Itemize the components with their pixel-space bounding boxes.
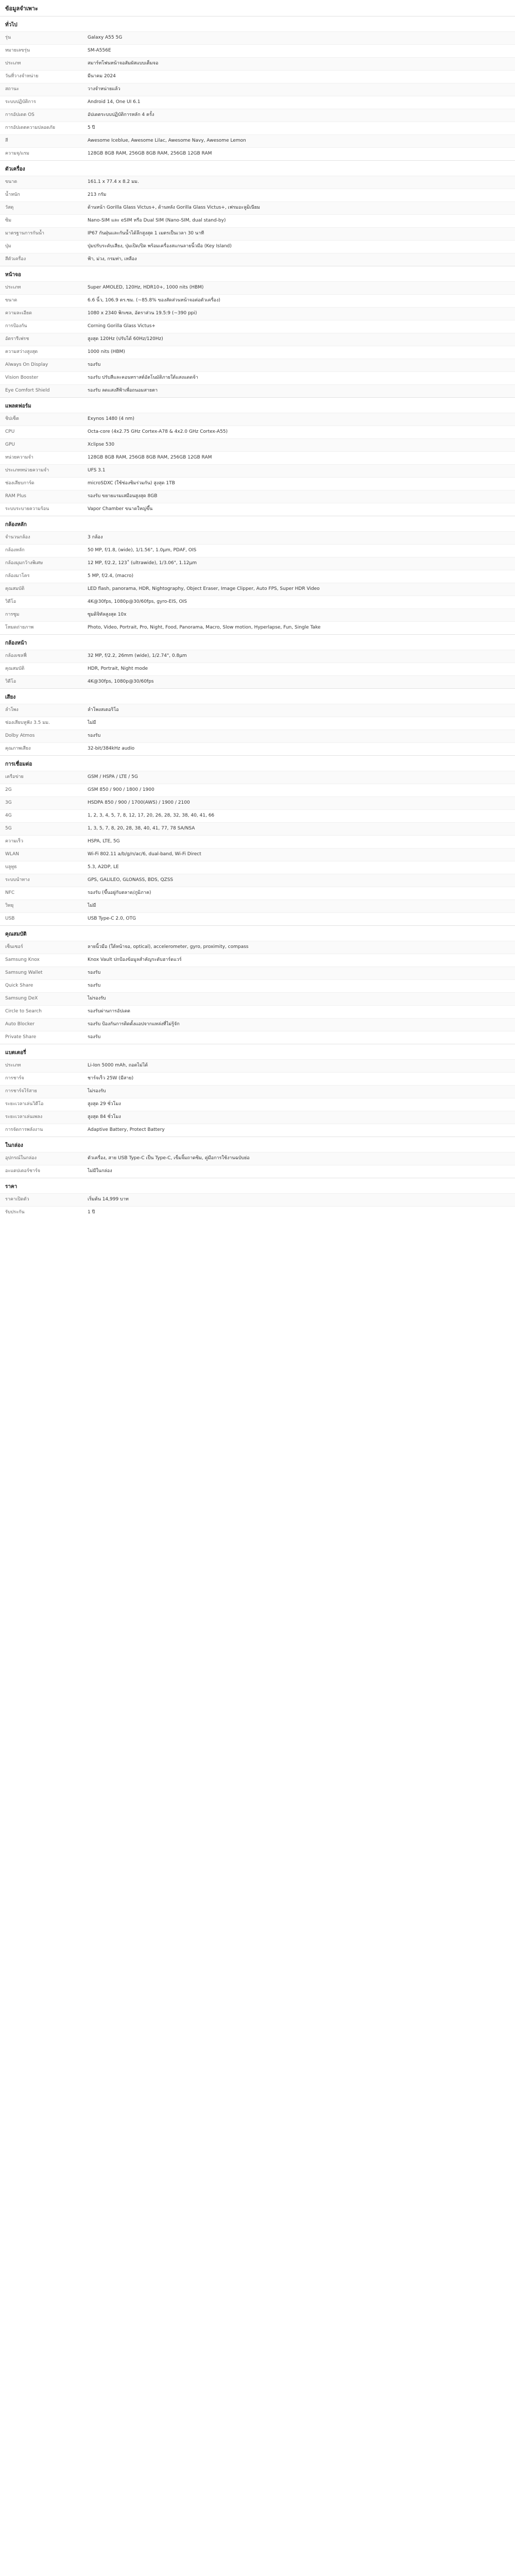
- spec-value: รองรับ: [88, 983, 101, 988]
- spec-row: [0, 992, 515, 1005]
- spec-row: [0, 596, 515, 608]
- spec-label: ประเภทหน่วยความจำ: [5, 468, 49, 473]
- spec-label: WLAN: [5, 852, 20, 857]
- spec-row: [0, 675, 515, 688]
- spec-value: 213 กรัม: [88, 192, 107, 197]
- spec-label: GPU: [5, 442, 15, 447]
- spec-row: [0, 451, 515, 464]
- spec-label: ลำโพง: [5, 707, 19, 713]
- spec-value: รองรับ (ขึ้นอยู่กับตลาด/ภูมิภาค): [88, 890, 151, 895]
- spec-label: 3G: [5, 800, 12, 805]
- spec-value: 4K@30fps, 1080p@30/60fps: [88, 679, 154, 684]
- page-bottom-spacer: [0, 1219, 515, 1229]
- spec-value: ปุ่มปรับระดับเสียง, ปุ่มเปิด/ปิด พร้อมเครื่องสแกนลายนิ้วมือ (Key Island): [88, 244, 232, 249]
- spec-section: [0, 160, 515, 266]
- spec-row: [0, 608, 515, 621]
- section-title: หน้าจอ: [0, 266, 515, 281]
- spec-value: Octa-core (4x2.75 GHz Cortex-A78 & 4x2.0 GHz Cortex-A55): [88, 429, 228, 434]
- spec-row: [0, 822, 515, 835]
- spec-value: ไม่มี: [88, 720, 96, 725]
- spec-row: [0, 503, 515, 516]
- spec-section: [0, 266, 515, 397]
- spec-label: ความสว่างสูงสุด: [5, 349, 38, 354]
- spec-label: ขนาด: [5, 179, 18, 184]
- spec-label: โหมดถ่ายภาพ: [5, 625, 34, 630]
- spec-value: 50 MP, f/1.8, (wide), 1/1.56", 1.0µm, PDAF, OIS: [88, 548, 197, 553]
- section-title: ในกล่อง: [0, 1137, 515, 1152]
- page-title: ข้อมูลจำเพาะ: [5, 5, 38, 12]
- spec-value: รองรับ ลดแสงสีฟ้าเพื่อถนอมสายตา: [88, 388, 158, 393]
- spec-section: [0, 925, 515, 1044]
- spec-row: [0, 848, 515, 861]
- spec-value: อัปเดตระบบปฏิบัติการหลัก 4 ครั้ง: [88, 112, 154, 117]
- spec-value: 5 MP, f/2.4, (macro): [88, 573, 133, 579]
- spec-label: Eye Comfort Shield: [5, 388, 50, 393]
- spec-value: 128GB 8GB RAM, 256GB 8GB RAM, 256GB 12GB RAM: [88, 151, 212, 156]
- spec-row: [0, 1059, 515, 1072]
- spec-value: HSPA, LTE, 5G: [88, 839, 120, 844]
- spec-value: Vapor Chamber ขนาดใหญ่ขึ้น: [88, 506, 153, 512]
- spec-value: ชาร์จเร็ว 25W (มีสาย): [88, 1076, 134, 1081]
- spec-value: 1, 3, 5, 7, 8, 20, 28, 38, 40, 41, 77, 78 SA/NSA: [88, 826, 195, 831]
- spec-value: วางจำหน่ายแล้ว: [88, 87, 121, 92]
- spec-label: การอัปเดตความปลอดภัย: [5, 125, 55, 130]
- section-title: ราคา: [0, 1178, 515, 1193]
- spec-row: [0, 333, 515, 346]
- spec-row: [0, 941, 515, 954]
- spec-value: ไม่รองรับ: [88, 1089, 106, 1094]
- spec-label: มาตรฐานการกันน้ำ: [5, 231, 44, 236]
- spec-label: การจัดการพลังงาน: [5, 1127, 43, 1132]
- spec-label: กล้องเซลฟี่: [5, 653, 27, 658]
- spec-label: กล้องมุมกว้างพิเศษ: [5, 561, 43, 566]
- section-title: กล้องหลัก: [0, 516, 515, 531]
- spec-value: มีนาคม 2024: [88, 74, 116, 79]
- spec-label: กล้องมาโคร: [5, 573, 30, 579]
- spec-row: [0, 1085, 515, 1098]
- spec-row: [0, 704, 515, 717]
- spec-label: รุ่น: [5, 35, 11, 40]
- spec-row: [0, 621, 515, 634]
- spec-label: ประเภท: [5, 1063, 21, 1068]
- spec-value: GSM / HSPA / LTE / 5G: [88, 774, 138, 779]
- spec-label: Dolby Atmos: [5, 733, 35, 738]
- spec-row: [0, 861, 515, 874]
- spec-label: การซูม: [5, 612, 20, 617]
- spec-value: 4K@30fps, 1080p@30/60fps, gyro-EIS, OIS: [88, 599, 187, 604]
- section-title: กล้องหน้า: [0, 634, 515, 650]
- spec-value: microSDXC (ใช้ช่องซิมร่วมกัน) สูงสุด 1TB: [88, 481, 175, 486]
- spec-value: Galaxy A55 5G: [88, 35, 123, 40]
- spec-value: ลำโพงสเตอริโอ: [88, 707, 119, 713]
- spec-value: ไม่มี: [88, 903, 96, 908]
- spec-row: [0, 1072, 515, 1085]
- spec-row: [0, 70, 515, 83]
- spec-row: [0, 583, 515, 596]
- spec-row: [0, 384, 515, 397]
- spec-row: [0, 307, 515, 320]
- spec-label: ความละเอียด: [5, 311, 32, 316]
- spec-section: [0, 755, 515, 925]
- spec-row: [0, 979, 515, 992]
- spec-value: 12 MP, f/2.2, 123˚ (ultrawide), 1/3.06", 1.12µm: [88, 561, 197, 566]
- spec-label: ความเร็ว: [5, 839, 24, 844]
- spec-row: [0, 96, 515, 109]
- spec-row: [0, 227, 515, 240]
- spec-section: [0, 397, 515, 516]
- spec-value: Wi-Fi 802.11 a/b/g/n/ac/6, dual-band, Wi-Fi Direct: [88, 852, 201, 857]
- spec-row: [0, 1005, 515, 1018]
- spec-section: [0, 1178, 515, 1219]
- spec-row: [0, 346, 515, 359]
- section-title: แบตเตอรี่: [0, 1044, 515, 1059]
- spec-section: [0, 688, 515, 755]
- spec-row: [0, 1098, 515, 1111]
- spec-label: ระบบปฏิบัติการ: [5, 99, 36, 105]
- spec-value: IP67 กันฝุ่นและกันน้ำได้ลึกสูงสุด 1 เมตรเป็นเวลา 30 นาที: [88, 231, 204, 236]
- spec-row: [0, 122, 515, 134]
- spec-value: 1080 x 2340 พิกเซล, อัตราส่วน 19.5:9 (~390 ppi): [88, 311, 197, 316]
- spec-row: [0, 490, 515, 503]
- spec-value: รองรับ: [88, 970, 101, 975]
- spec-row: [0, 887, 515, 900]
- spec-row: [0, 253, 515, 266]
- spec-value: 128GB 8GB RAM, 256GB 8GB RAM, 256GB 12GB RAM: [88, 455, 212, 460]
- spec-label: ประเภท: [5, 61, 21, 66]
- spec-row: [0, 796, 515, 809]
- spec-value: รองรับ ปรับสีและคอนทราสต์อัตโนมัติภายใต้แสงแดดจ้า: [88, 375, 198, 380]
- spec-section: [0, 1137, 515, 1178]
- spec-label: Quick Share: [5, 983, 33, 988]
- spec-section: [0, 634, 515, 688]
- spec-label: USB: [5, 916, 15, 921]
- spec-value: 32 MP, f/2.2, 26mm (wide), 1/2.74", 0.8µm: [88, 653, 187, 658]
- spec-row: [0, 544, 515, 557]
- spec-label: เครือข่าย: [5, 774, 24, 779]
- spec-row: [0, 477, 515, 490]
- spec-label: วันที่วางจำหน่าย: [5, 74, 39, 79]
- spec-value: 6.6 นิ้ว, 106.9 ตร.ซม. (~85.8% ของสัดส่วนหน้าจอต่อตัวเครื่อง): [88, 298, 220, 303]
- spec-label: อุปกรณ์ในกล่อง: [5, 1156, 37, 1161]
- spec-row: [0, 147, 515, 160]
- spec-value: ไม่รองรับ: [88, 996, 106, 1001]
- spec-row: [0, 1152, 515, 1165]
- section-title: เสียง: [0, 688, 515, 704]
- spec-value: ซูมดิจิทัลสูงสุด 10x: [88, 612, 127, 617]
- spec-label: 2G: [5, 787, 12, 792]
- spec-label: Samsung Knox: [5, 957, 40, 962]
- spec-value: 5 ปี: [88, 125, 95, 130]
- spec-sections: [0, 16, 515, 1219]
- spec-label: Samsung Wallet: [5, 970, 43, 975]
- spec-label: ช่องเสียบการ์ด: [5, 481, 35, 486]
- spec-value: 32-bit/384kHz audio: [88, 746, 135, 751]
- spec-label: วัสดุ: [5, 205, 14, 210]
- spec-label: 5G: [5, 826, 12, 831]
- spec-label: ปุ่ม: [5, 244, 11, 249]
- spec-label: RAM Plus: [5, 494, 26, 499]
- spec-label: ระบบระบายความร้อน: [5, 506, 49, 512]
- spec-label: เซ็นเซอร์: [5, 944, 23, 950]
- spec-value: GSM 850 / 900 / 1800 / 1900: [88, 787, 154, 792]
- spec-row: [0, 438, 515, 451]
- spec-value: รองรับ: [88, 1035, 101, 1040]
- spec-row: [0, 663, 515, 675]
- spec-value: ลายนิ้วมือ (ใต้หน้าจอ, optical), accelerometer, gyro, proximity, compass: [88, 944, 249, 950]
- spec-label: ประเภท: [5, 285, 21, 290]
- spec-label: การป้องกัน: [5, 324, 27, 329]
- spec-row: [0, 176, 515, 189]
- spec-row: [0, 967, 515, 979]
- spec-value: HSDPA 850 / 900 / 1700(AWS) / 1900 / 2100: [88, 800, 190, 805]
- spec-label: NFC: [5, 890, 15, 895]
- spec-label: ระยะเวลาเล่นเพลง: [5, 1114, 43, 1120]
- spec-label: ซิม: [5, 218, 12, 223]
- spec-value: Knox Vault ปกป้องข้อมูลสำคัญระดับฮาร์ดแวร์: [88, 957, 182, 962]
- spec-label: Samsung DeX: [5, 996, 38, 1001]
- spec-value: ไม่มีในกล่อง: [88, 1168, 112, 1174]
- spec-value: 161.1 x 77.4 x 8.2 มม.: [88, 179, 139, 184]
- spec-label: การชาร์จไร้สาย: [5, 1089, 37, 1094]
- section-title: ตัวเครื่อง: [0, 160, 515, 176]
- spec-row: [0, 730, 515, 742]
- spec-value: ด้านหน้า Gorilla Glass Victus+, ด้านหลัง Gorilla Glass Victus+, เฟรมอะลูมิเนียม: [88, 205, 260, 210]
- section-title: คุณสมบัติ: [0, 925, 515, 941]
- spec-label: วิดีโอ: [5, 599, 16, 604]
- spec-row: [0, 134, 515, 147]
- spec-row: [0, 650, 515, 663]
- spec-value: Photo, Video, Portrait, Pro, Night, Food, Panorama, Macro, Slow motion, Hyperlapse, Fun, Single Take: [88, 625, 321, 630]
- section-title: ทั่วไป: [0, 16, 515, 31]
- spec-row: [0, 426, 515, 438]
- spec-label: วิดีโอ: [5, 679, 16, 684]
- spec-label: ระบบนำทาง: [5, 877, 30, 883]
- spec-value: GPS, GALILEO, GLONASS, BDS, QZSS: [88, 877, 174, 883]
- spec-label: หมายเลขรุ่น: [5, 48, 30, 53]
- spec-value: SM-A556E: [88, 48, 111, 53]
- spec-row: [0, 1018, 515, 1031]
- spec-value: สูงสุด 29 ชั่วโมง: [88, 1101, 121, 1107]
- spec-row: [0, 281, 515, 294]
- spec-label: คุณสมบัติ: [5, 586, 25, 591]
- spec-row: [0, 294, 515, 307]
- spec-row: [0, 570, 515, 583]
- spec-label: สถานะ: [5, 87, 19, 92]
- spec-value: Li-Ion 5000 mAh, ถอดไม่ได้: [88, 1063, 148, 1068]
- spec-label: ราคาเปิดตัว: [5, 1197, 29, 1202]
- spec-value: รองรับ: [88, 733, 101, 738]
- spec-label: อะแดปเตอร์ชาร์จ: [5, 1168, 41, 1174]
- spec-label: ชิปเซ็ต: [5, 416, 19, 421]
- spec-label: สีตัวเครื่อง: [5, 257, 26, 262]
- spec-value: รองรับ ขยายแรมเสมือนสูงสุด 8GB: [88, 494, 158, 499]
- spec-row: [0, 214, 515, 227]
- spec-label: การชาร์จ: [5, 1076, 24, 1081]
- spec-label: Vision Booster: [5, 375, 39, 380]
- spec-section: [0, 1044, 515, 1137]
- spec-row: [0, 1111, 515, 1124]
- spec-row: [0, 742, 515, 755]
- spec-label: ความจุ/แรม: [5, 151, 29, 156]
- spec-value: HDR, Portrait, Night mode: [88, 666, 148, 671]
- spec-row: [0, 413, 515, 426]
- spec-value: Awesome Iceblue, Awesome Lilac, Awesome Navy, Awesome Lemon: [88, 138, 246, 143]
- spec-row: [0, 771, 515, 784]
- spec-label: Auto Blocker: [5, 1022, 35, 1027]
- spec-value: สูงสุด 84 ชั่วโมง: [88, 1114, 121, 1120]
- spec-row: [0, 359, 515, 371]
- spec-label: รับประกัน: [5, 1210, 25, 1215]
- spec-value: Xclipse 530: [88, 442, 115, 447]
- spec-value: สมาร์ทโฟนหน้าจอสัมผัสแบบเต็มจอ: [88, 61, 159, 66]
- spec-value: 5.3, A2DP, LE: [88, 865, 119, 870]
- spec-value: รองรับผ่านการอัปเดต: [88, 1009, 130, 1014]
- spec-label: จำนวนกล้อง: [5, 535, 30, 540]
- section-title: แพลตฟอร์ม: [0, 397, 515, 413]
- spec-row: [0, 557, 515, 570]
- spec-value: Exynos 1480 (4 nm): [88, 416, 134, 421]
- spec-label: อัตรารีเฟรช: [5, 336, 29, 342]
- spec-row: [0, 717, 515, 730]
- spec-value: 3 กล้อง: [88, 535, 103, 540]
- spec-label: สี: [5, 138, 8, 143]
- spec-row: [0, 83, 515, 96]
- spec-row: [0, 57, 515, 70]
- spec-row: [0, 109, 515, 122]
- spec-row: [0, 240, 515, 253]
- spec-value: Super AMOLED, 120Hz, HDR10+, 1000 nits (HBM): [88, 285, 204, 290]
- spec-row: [0, 531, 515, 544]
- spec-value: รองรับ: [88, 362, 101, 367]
- spec-label: กล้องหลัก: [5, 548, 25, 553]
- spec-row: [0, 201, 515, 214]
- spec-row: [0, 1193, 515, 1206]
- spec-label: ช่องเสียบหูฟัง 3.5 มม.: [5, 720, 50, 725]
- spec-row: [0, 31, 515, 44]
- spec-page: [0, 0, 515, 1229]
- spec-row: [0, 1124, 515, 1137]
- spec-value: 1 ปี: [88, 1210, 95, 1215]
- spec-label: 4G: [5, 813, 12, 818]
- spec-label: วิทยุ: [5, 903, 14, 908]
- spec-row: [0, 189, 515, 201]
- spec-label: คุณสมบัติ: [5, 666, 25, 671]
- spec-label: น้ำหนัก: [5, 192, 20, 197]
- spec-label: คุณภาพเสียง: [5, 746, 31, 751]
- spec-section: [0, 16, 515, 160]
- spec-row: [0, 900, 515, 912]
- spec-row: [0, 784, 515, 796]
- spec-row: [0, 809, 515, 822]
- spec-value: UFS 3.1: [88, 468, 106, 473]
- spec-row: [0, 320, 515, 333]
- spec-label: Private Share: [5, 1035, 37, 1040]
- spec-label: บลูทูธ: [5, 865, 17, 870]
- spec-value: Adaptive Battery, Protect Battery: [88, 1127, 165, 1132]
- spec-value: เริ่มต้น 14,999 บาท: [88, 1197, 129, 1202]
- spec-value: 1000 nits (HBM): [88, 349, 125, 354]
- spec-value: LED flash, panorama, HDR, Nightography, Object Eraser, Image Clipper, Auto FPS, Super HDR Video: [88, 586, 320, 591]
- spec-row: [0, 371, 515, 384]
- spec-row: [0, 835, 515, 848]
- spec-label: CPU: [5, 429, 15, 434]
- spec-value: Nano-SIM และ eSIM หรือ Dual SIM (Nano-SIM, dual stand-by): [88, 218, 226, 223]
- spec-label: Circle to Search: [5, 1009, 42, 1014]
- spec-row: [0, 44, 515, 57]
- spec-row: [0, 874, 515, 887]
- spec-value: 1, 2, 3, 4, 5, 7, 8, 12, 17, 20, 26, 28, 32, 38, 40, 41, 66: [88, 813, 215, 818]
- spec-row: [0, 1165, 515, 1178]
- spec-row: [0, 1206, 515, 1219]
- spec-row: [0, 1031, 515, 1044]
- spec-row: [0, 464, 515, 477]
- spec-label: ขนาด: [5, 298, 18, 303]
- spec-value: Android 14, One UI 6.1: [88, 99, 141, 105]
- spec-section: [0, 516, 515, 634]
- spec-label: การอัปเดต OS: [5, 112, 35, 117]
- spec-value: ตัวเครื่อง, สาย USB Type-C เป็น Type-C, เข็มจิ้มถาดซิม, คู่มือการใช้งานฉบับย่อ: [88, 1156, 250, 1161]
- spec-value: สูงสุด 120Hz (ปรับได้ 60Hz/120Hz): [88, 336, 163, 342]
- spec-value: รองรับ ป้องกันการติดตั้งแอปจากแหล่งที่ไม่รู้จัก: [88, 1022, 180, 1027]
- spec-value: USB Type-C 2.0, OTG: [88, 916, 136, 921]
- spec-label: Always On Display: [5, 362, 48, 367]
- spec-label: หน่วยความจำ: [5, 455, 33, 460]
- spec-value: Corning Gorilla Glass Victus+: [88, 324, 156, 329]
- section-title: การเชื่อมต่อ: [0, 755, 515, 771]
- spec-label: ระยะเวลาเล่นวิดีโอ: [5, 1101, 44, 1107]
- spec-row: [0, 954, 515, 967]
- spec-value: ฟ้า, ม่วง, กรมท่า, เหลือง: [88, 257, 137, 262]
- spec-row: [0, 912, 515, 925]
